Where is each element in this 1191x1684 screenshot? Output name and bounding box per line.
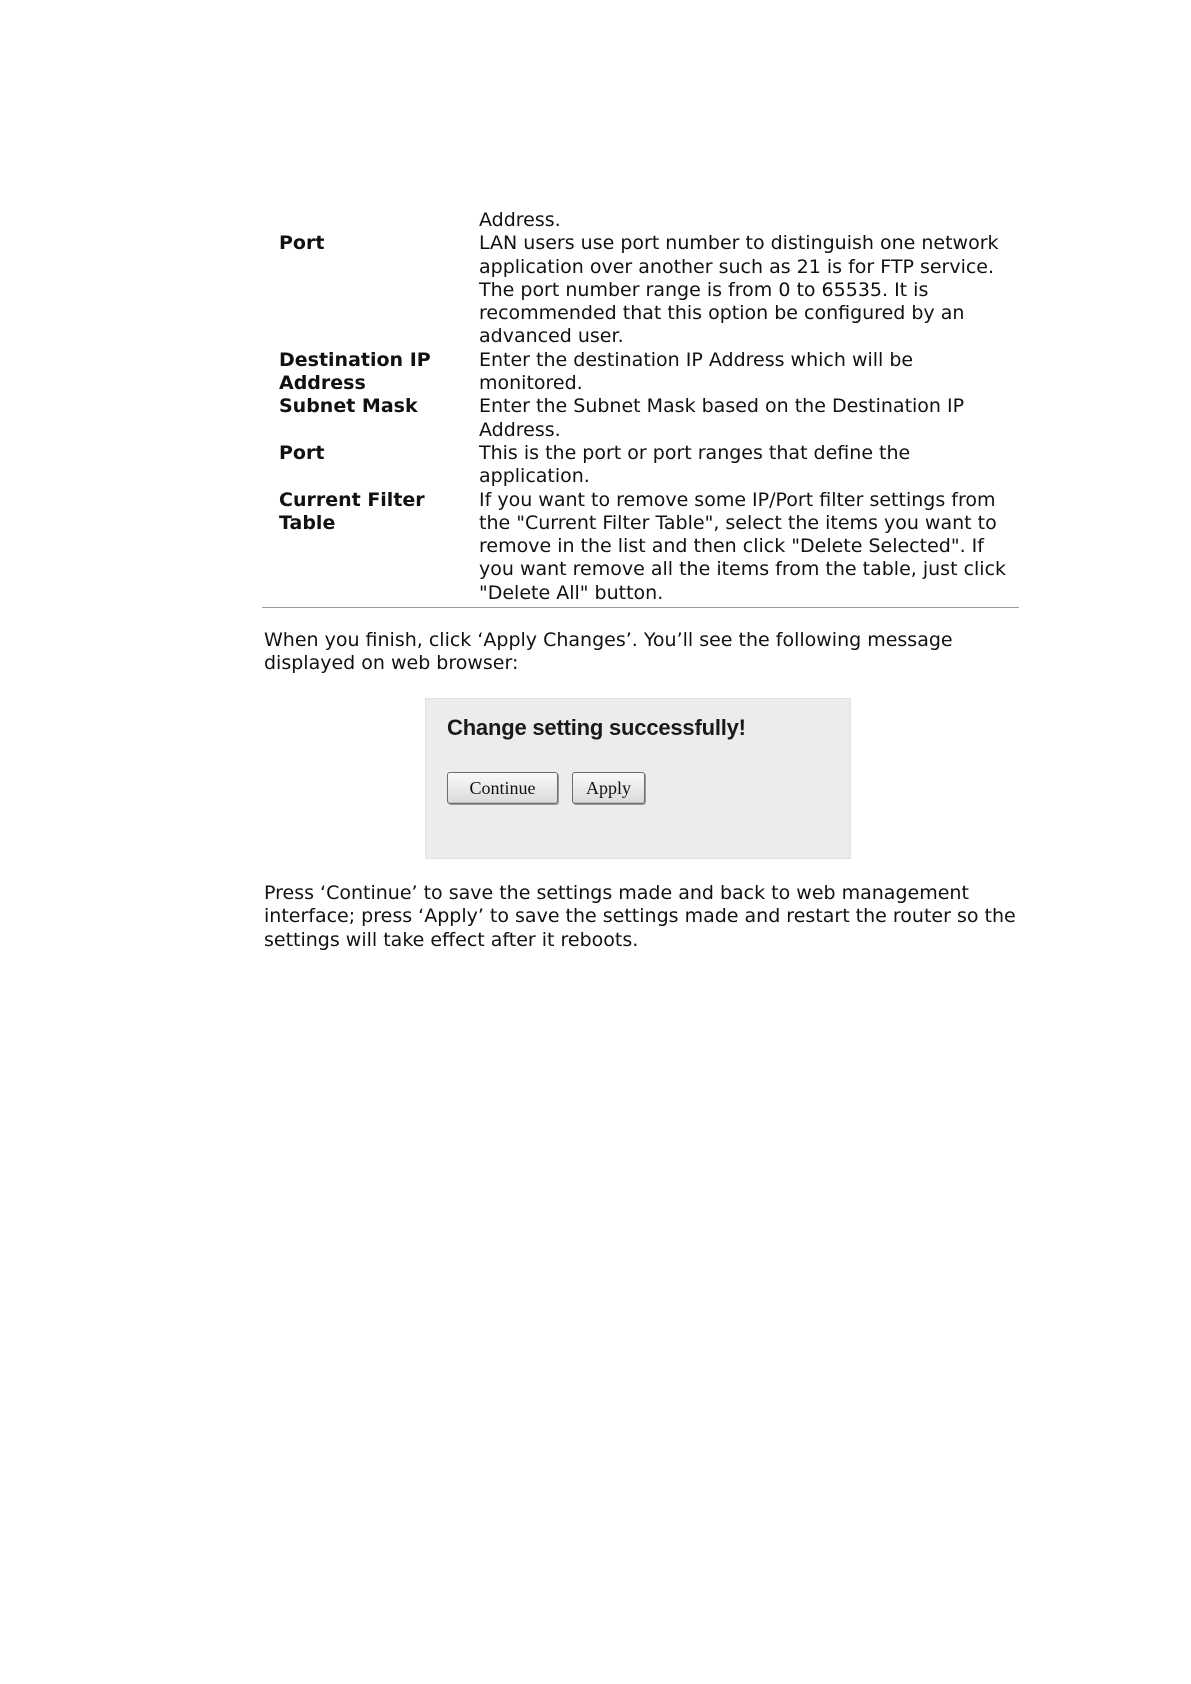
parameter-term: Current Filter Table [279,488,425,534]
parameter-description: If you want to remove some IP/Port filter settings from the "Current Filter Table", select the items you want to remove in the list and then click "Delete Selected". If you want remove all the items from the table, just click "Delete All" button. [479,488,1007,604]
success-message-screenshot [425,698,851,859]
parameter-description: This is the port or port ranges that define the application. [479,441,911,488]
parameter-term: Subnet Mask [279,395,418,418]
parameter-term: Destination IP Address [279,348,431,395]
parameter-term: Port [279,232,325,255]
table-row [262,209,1019,232]
success-message-title: Change setting successfully! [447,715,746,740]
continue-button[interactable]: Continue [447,772,558,804]
table-row [262,489,1019,605]
table-row [262,232,1019,348]
parameter-table [262,209,1019,608]
apply-changes-paragraph: When you finish, click ‘Apply Changes’. You’ll see the following message displayed on web browser: [264,629,953,675]
parameter-description: Address. [479,209,561,231]
continue-apply-paragraph: Press ‘Continue’ to save the settings made and back to web management interface; press ‘Apply’ to save the settings made and restart the router so the settings will take effect after it reboots. [264,882,1016,951]
table-row [262,349,1019,396]
parameter-term [262,209,479,232]
parameter-description: Enter the destination IP Address which will be monitored. [479,348,914,395]
parameter-description: LAN users use port number to distinguish one network application over another such as 21 is for FTP service. The port number range is from 0 to 65535. It is recommended that this option be configured by an advanced user. [479,232,999,348]
table-row [262,395,1019,442]
parameter-description: Enter the Subnet Mask based on the Destination IP Address. [479,395,965,441]
apply-button[interactable]: Apply [572,772,645,804]
parameter-term: Port [279,441,325,464]
table-row [262,442,1019,489]
